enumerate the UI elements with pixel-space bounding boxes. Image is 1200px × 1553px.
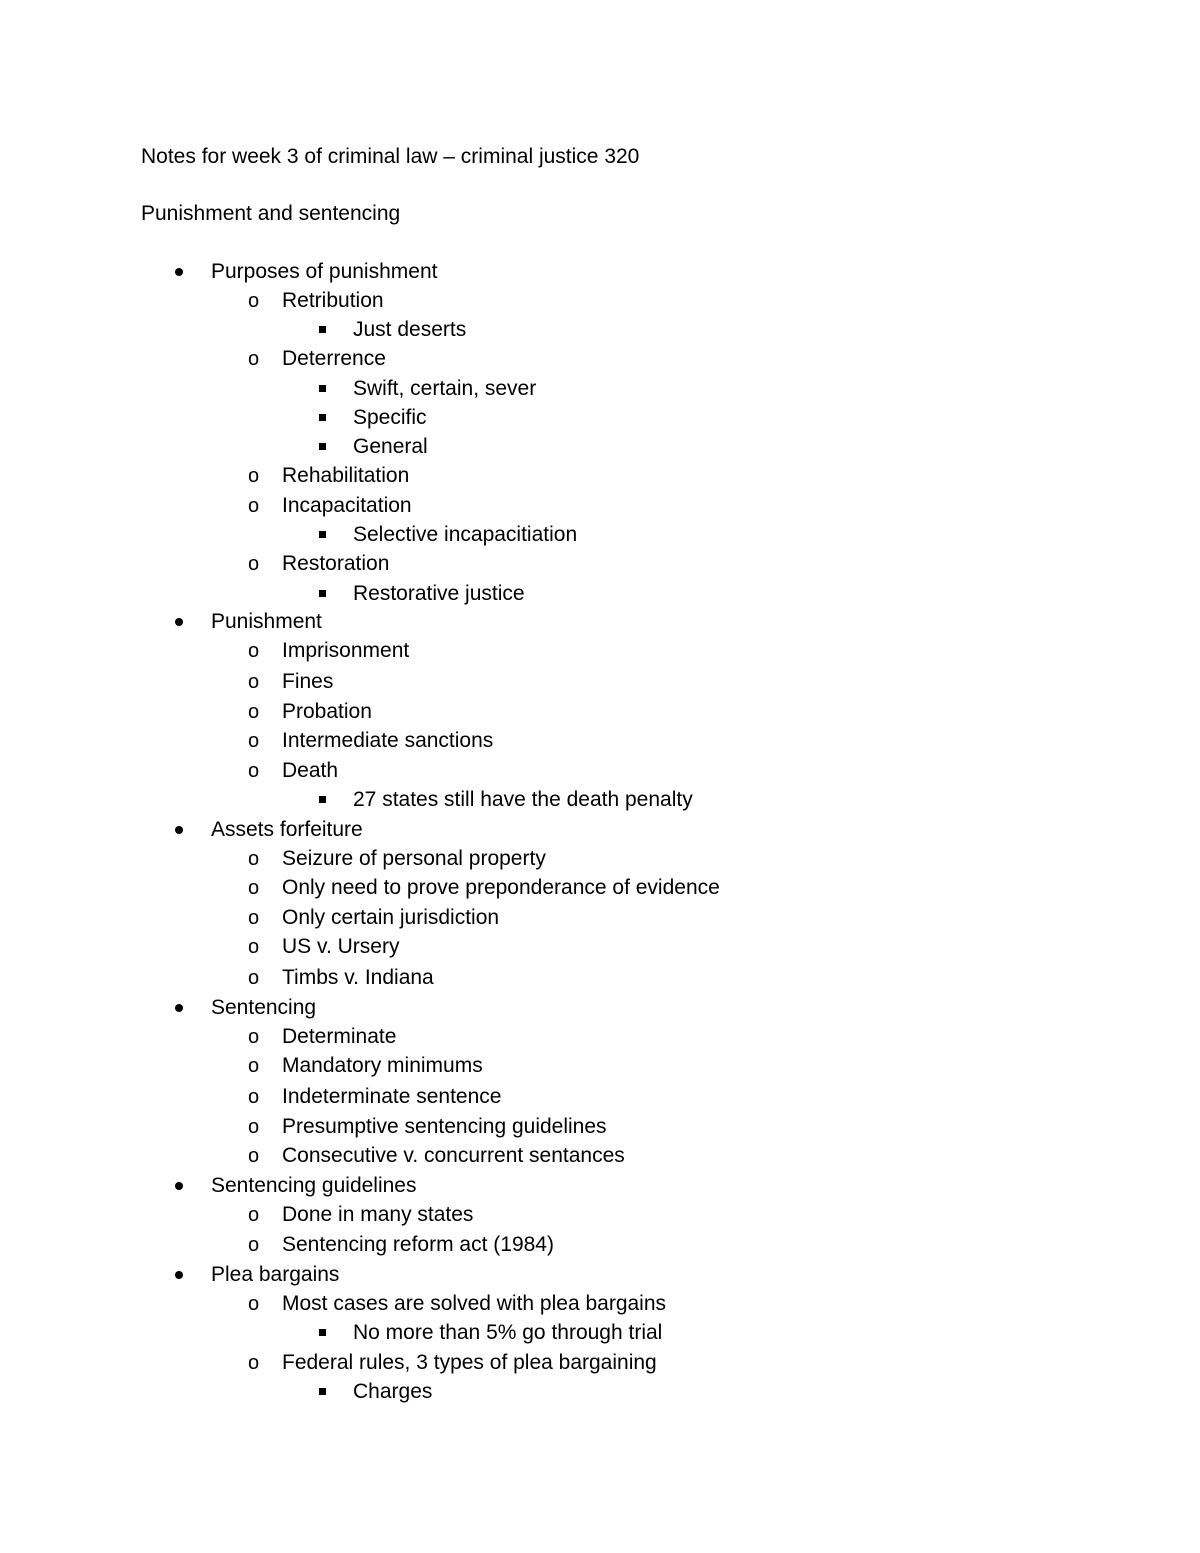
bullet-dot-icon (175, 1182, 183, 1190)
bullet-circle-icon: o (248, 553, 260, 575)
outline-item-level-3: No more than 5% go through trial (353, 1321, 663, 1344)
bullet-circle-icon: o (248, 640, 260, 662)
bullet-circle-icon: o (248, 760, 260, 782)
outline-item-level-2: Most cases are solved with plea bargains (282, 1292, 667, 1315)
bullet-square-icon (319, 590, 326, 597)
outline-item-level-2: Deterrence (282, 347, 386, 370)
bullet-circle-icon: o (248, 848, 260, 870)
bullet-circle-icon: o (248, 671, 260, 693)
outline-item-level-2: Only need to prove preponderance of evidence (282, 876, 720, 899)
bullet-dot-icon (175, 1271, 183, 1279)
outline-item-level-2: Probation (282, 700, 372, 723)
bullet-dot-icon (175, 1004, 183, 1012)
outline-item-level-2: Timbs v. Indiana (282, 966, 434, 989)
bullet-circle-icon: o (248, 1145, 260, 1167)
outline-item-level-2: Mandatory minimums (282, 1054, 483, 1077)
outline-item-level-2: Seizure of personal property (282, 847, 546, 870)
outline-item-level-1: Punishment (211, 610, 322, 633)
bullet-square-icon (319, 414, 326, 421)
bullet-circle-icon: o (248, 1026, 260, 1048)
bullet-circle-icon: o (248, 290, 260, 312)
outline-item-level-3: Selective incapacitiation (353, 523, 578, 546)
outline-item-level-2: Sentencing reform act (1984) (282, 1233, 554, 1256)
outline-item-level-2: Consecutive v. concurrent sentances (282, 1144, 625, 1167)
outline-item-level-2: Incapacitation (282, 494, 412, 517)
bullet-dot-icon (175, 618, 183, 626)
outline-item-level-1: Purposes of punishment (211, 260, 438, 283)
outline-item-level-3: General (353, 435, 428, 458)
bullet-circle-icon: o (248, 907, 260, 929)
bullet-square-icon (319, 1388, 326, 1395)
bullet-circle-icon: o (248, 1204, 260, 1226)
outline-item-level-2: Federal rules, 3 types of plea bargaining (282, 1351, 657, 1374)
page-title: Notes for week 3 of criminal law – criminal justice 320 (141, 145, 640, 168)
bullet-circle-icon: o (248, 967, 260, 989)
bullet-square-icon (319, 385, 326, 392)
outline-item-level-2: Indeterminate sentence (282, 1085, 502, 1108)
bullet-circle-icon: o (248, 877, 260, 899)
outline-item-level-2: Intermediate sanctions (282, 729, 494, 752)
bullet-circle-icon: o (248, 1234, 260, 1256)
bullet-circle-icon: o (248, 1055, 260, 1077)
outline-item-level-2: Only certain jurisdiction (282, 906, 500, 929)
bullet-square-icon (319, 531, 326, 538)
bullet-circle-icon: o (248, 701, 260, 723)
bullet-square-icon (319, 1329, 326, 1336)
outline-item-level-2: Rehabilitation (282, 464, 410, 487)
bullet-square-icon (319, 443, 326, 450)
outline-item-level-2: Restoration (282, 552, 390, 575)
outline-item-level-1: Plea bargains (211, 1263, 340, 1286)
outline-item-level-1: Assets forfeiture (211, 818, 363, 841)
outline-item-level-2: Retribution (282, 289, 384, 312)
outline-item-level-2: Death (282, 759, 339, 782)
bullet-dot-icon (175, 826, 183, 834)
bullet-circle-icon: o (248, 730, 260, 752)
bullet-square-icon (319, 796, 326, 803)
bullet-circle-icon: o (248, 495, 260, 517)
outline-item-level-2: Presumptive sentencing guidelines (282, 1115, 607, 1138)
bullet-circle-icon: o (248, 1352, 260, 1374)
outline-item-level-3: Restorative justice (353, 582, 525, 605)
bullet-circle-icon: o (248, 348, 260, 370)
bullet-circle-icon: o (248, 1116, 260, 1138)
section-heading: Punishment and sentencing (141, 202, 401, 225)
outline-item-level-3: Swift, certain, sever (353, 377, 537, 400)
bullet-square-icon (319, 326, 326, 333)
outline-item-level-1: Sentencing guidelines (211, 1174, 417, 1197)
outline-item-level-2: Fines (282, 670, 334, 693)
bullet-circle-icon: o (248, 936, 260, 958)
outline-item-level-3: Specific (353, 406, 427, 429)
bullet-dot-icon (175, 268, 183, 276)
outline-item-level-2: Done in many states (282, 1203, 474, 1226)
outline-item-level-2: Determinate (282, 1025, 397, 1048)
outline-item-level-3: Just deserts (353, 318, 467, 341)
bullet-circle-icon: o (248, 465, 260, 487)
outline-item-level-2: Imprisonment (282, 639, 410, 662)
bullet-circle-icon: o (248, 1293, 260, 1315)
outline-item-level-1: Sentencing (211, 996, 317, 1019)
bullet-circle-icon: o (248, 1086, 260, 1108)
outline-item-level-2: US v. Ursery (282, 935, 400, 958)
outline-item-level-3: Charges (353, 1380, 433, 1403)
outline-item-level-3: 27 states still have the death penalty (353, 788, 693, 811)
